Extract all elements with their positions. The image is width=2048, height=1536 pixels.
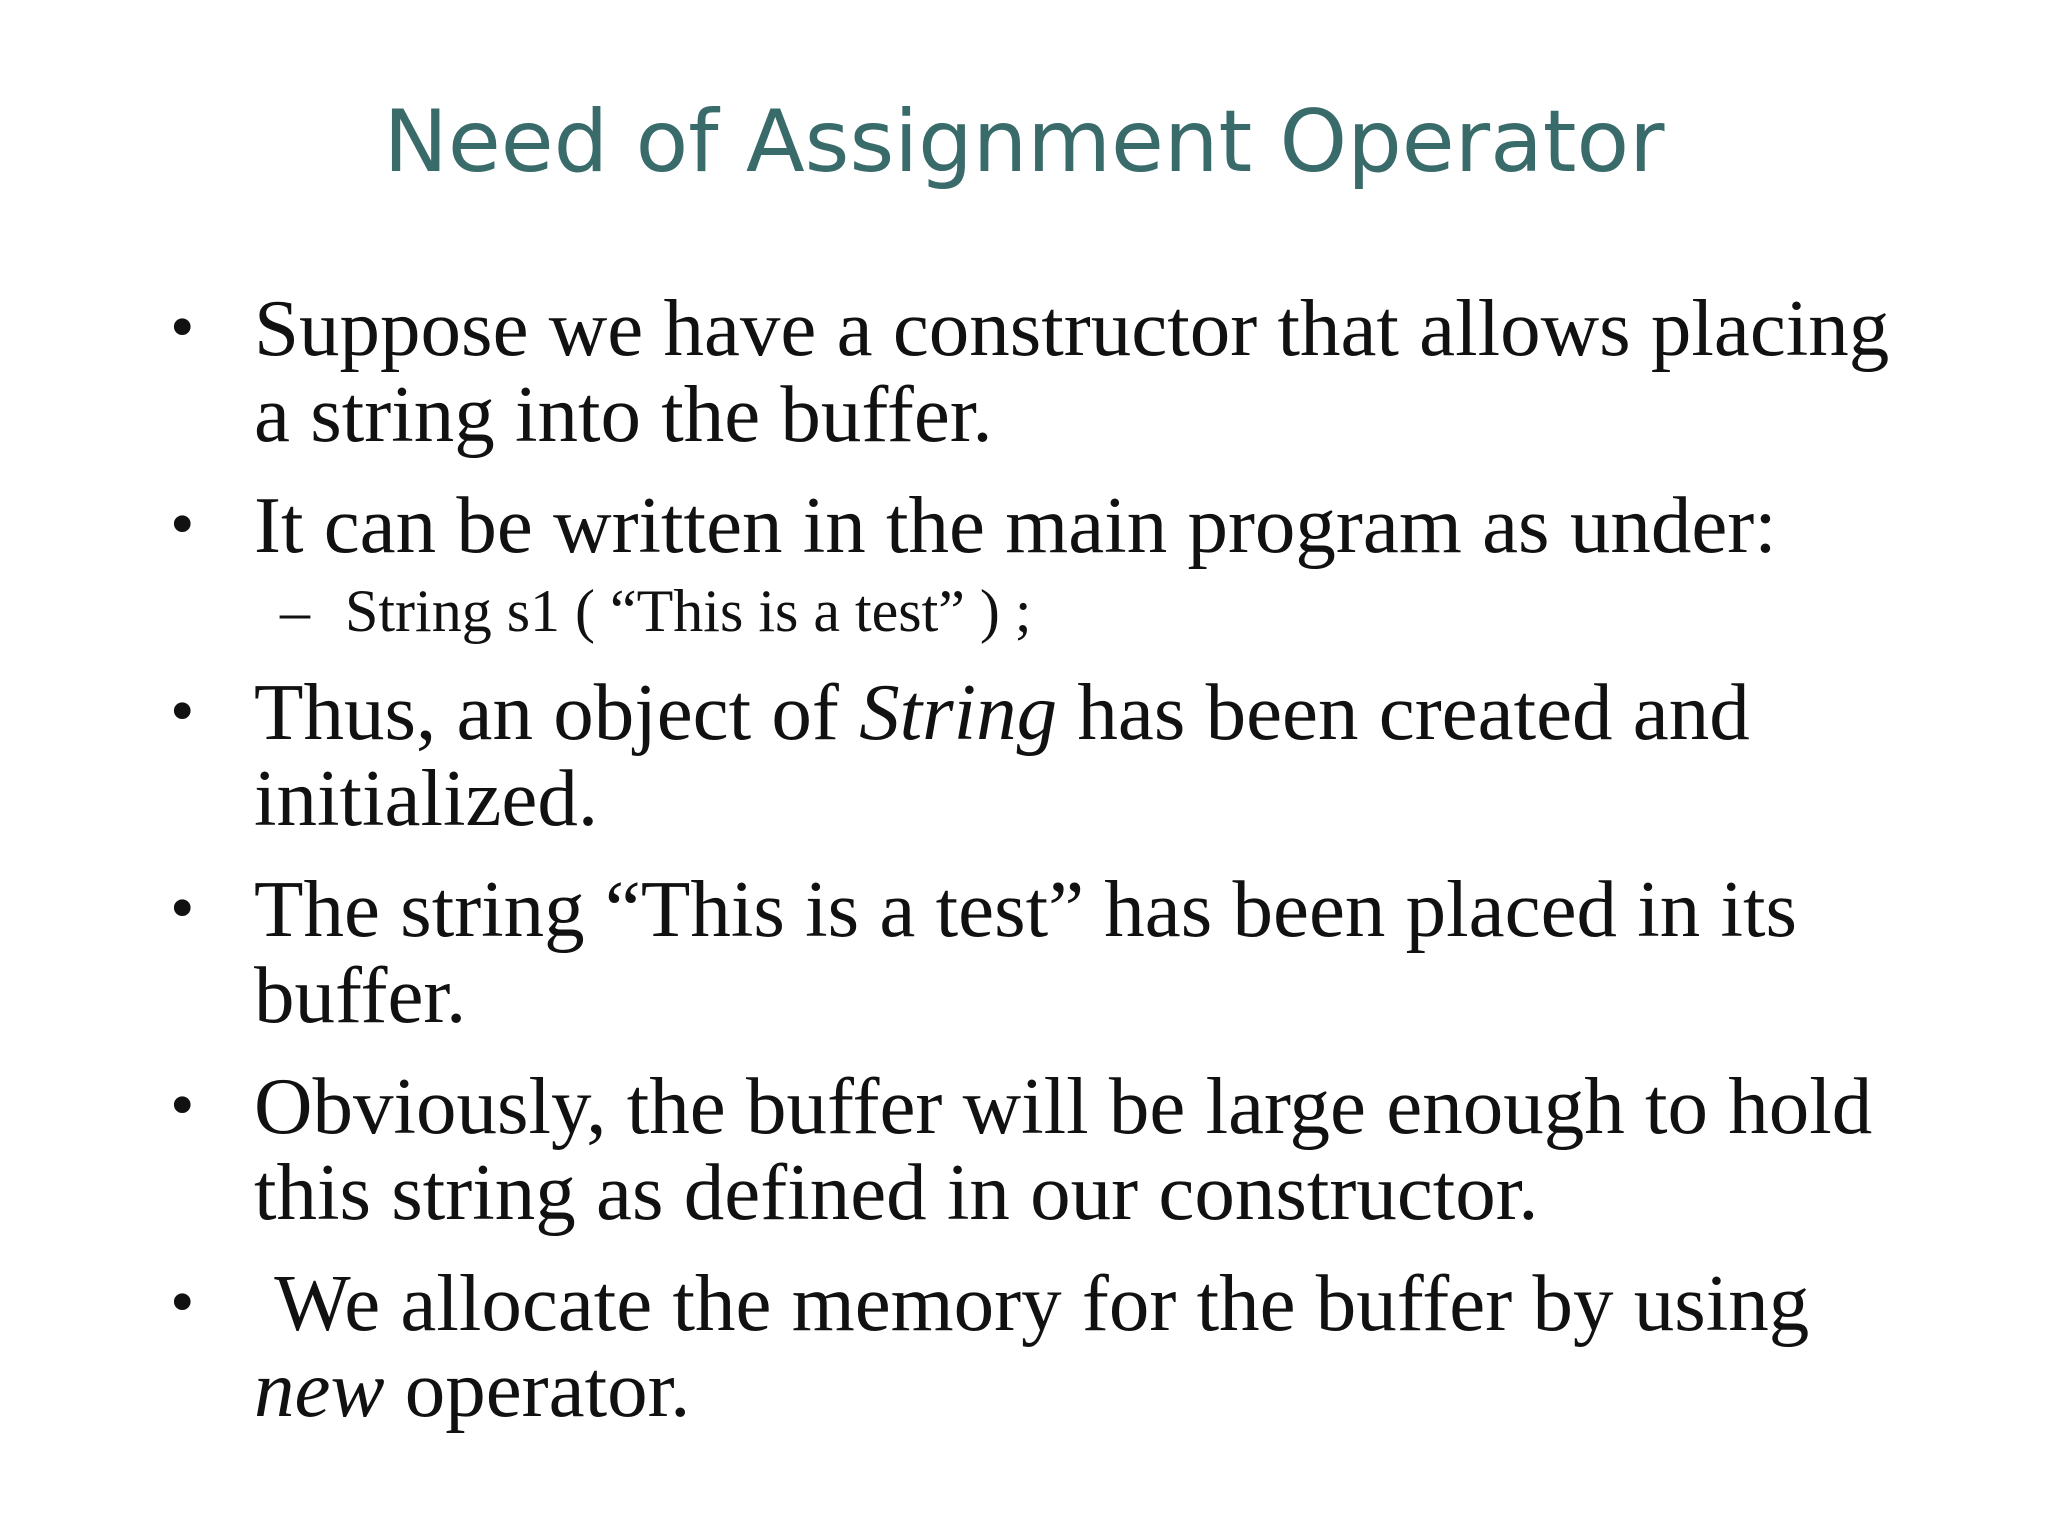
bullet-item-constructor: [170, 285, 1910, 457]
bullet-text: The string “This is a test” has been placed in its buffer.: [254, 864, 1798, 1040]
bullet-item-allocate-memory: [170, 1260, 1910, 1432]
sub-bullet-marker: –: [280, 578, 310, 644]
bullet-italic-term: String: [859, 667, 1058, 757]
bullet-text-before: We allocate the memory for the buffer by using: [254, 1258, 1830, 1348]
bullet-item-object-created: [170, 669, 1910, 841]
bullet-text: It can be written in the main program as under:: [254, 480, 1777, 570]
sub-bullet-text: String s1 ( “This is a test” ) ;: [345, 578, 1032, 644]
slide-title: Need of Assignment Operator: [383, 92, 1665, 192]
sub-bullet-code-example: [170, 575, 1910, 647]
bullet-marker: •: [170, 870, 195, 947]
bullet-text: Suppose we have a constructor that allows placing a string into the buffer.: [254, 283, 1890, 459]
bullet-text-before: Thus, an object of: [254, 667, 860, 757]
bullet-text-after: operator.: [384, 1344, 691, 1434]
bullet-marker: •: [170, 289, 195, 366]
bullet-italic-term: new: [254, 1344, 385, 1434]
bullet-marker: •: [170, 673, 195, 750]
bullet-item-buffer-large: [170, 1063, 1910, 1235]
bullet-marker: •: [170, 1264, 195, 1341]
bullet-text: Obviously, the buffer will be large enough to hold this string as defined in our constructor.: [254, 1061, 1873, 1237]
bullet-item-main-program: [170, 482, 1910, 568]
bullet-item-string-placed: [170, 866, 1910, 1038]
bullet-list: [170, 285, 1910, 1457]
bullet-marker: •: [170, 1067, 195, 1144]
bullet-marker: •: [170, 486, 195, 563]
bullet-text-after: has been created and initialized.: [254, 667, 1750, 843]
